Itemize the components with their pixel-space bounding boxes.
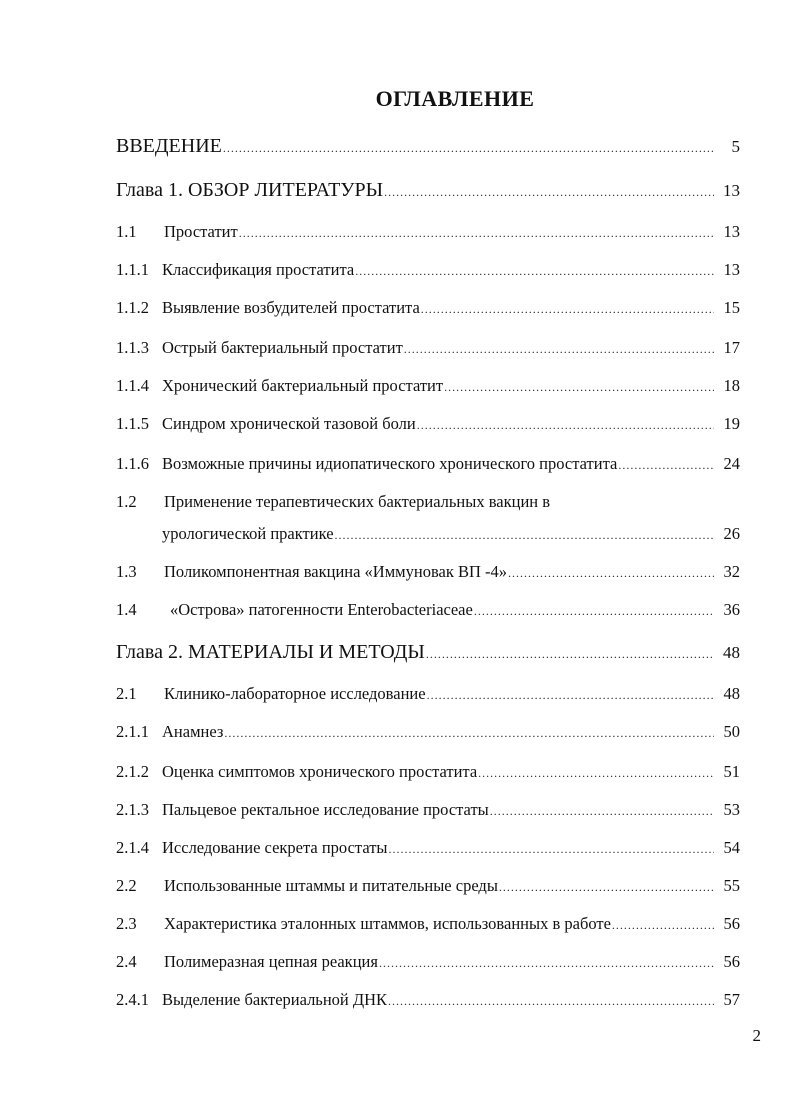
toc-entry-number: 2.2: [116, 876, 137, 895]
toc-entry-page: 26: [723, 524, 740, 543]
toc-entry-text: Исследование секрета простаты: [162, 838, 388, 857]
toc-entry-1-1-6[interactable]: [116, 454, 740, 475]
toc-entry-text: Классификация простатита: [162, 260, 355, 279]
toc-entry-text: Выделение бактериальной ДНК: [162, 990, 388, 1009]
toc-entry-2-1-3[interactable]: [116, 800, 740, 821]
toc-entry-number: 1.1: [116, 222, 137, 241]
toc-entry-page: 13: [723, 181, 740, 200]
toc-entry-page: 13: [723, 260, 740, 279]
toc-entry-text: Полимеразная цепная реакция: [164, 952, 378, 971]
toc-entry-page: 32: [723, 562, 740, 581]
toc-entry-text: Синдром хронической тазовой боли: [162, 414, 416, 433]
toc-entry-page: 54: [723, 838, 740, 857]
toc-entry-page: 56: [723, 914, 740, 933]
toc-entry-text: Применение терапевтических бактериальных вакцин в: [164, 492, 551, 511]
toc-entry-page: 36: [723, 600, 740, 619]
toc-entry-1-3[interactable]: [116, 562, 740, 583]
toc-entry-1-4[interactable]: [116, 600, 740, 621]
toc-entry-page: 48: [723, 643, 740, 662]
toc-entry-text: Анамнез: [162, 722, 224, 741]
toc-entry-1-1-1[interactable]: [116, 260, 740, 281]
toc-entry-number: 2.4: [116, 952, 137, 971]
toc-entry-number: 2.4.1: [116, 990, 149, 1009]
toc-entry-number: 2.3: [116, 914, 137, 933]
toc-entry-page: 50: [723, 722, 740, 741]
toc-entry-page: 15: [723, 298, 740, 317]
toc-entry-text: Клинико-лабораторное исследование: [164, 684, 426, 703]
toc-entry-text: Пальцевое ректальное исследование простаты: [162, 800, 489, 819]
toc-entry-1-1-4[interactable]: [116, 376, 740, 397]
toc-entry-page: 13: [723, 222, 740, 241]
toc-entry-2-4[interactable]: [116, 952, 740, 973]
toc-entry-number: 1.1.1: [116, 260, 149, 279]
toc-entry-text: Оценка симптомов хронического простатита: [162, 762, 478, 781]
toc-entry-2-2[interactable]: [116, 876, 740, 897]
toc-entry-2-3[interactable]: [116, 914, 740, 935]
toc-entry-1-1[interactable]: [116, 222, 740, 243]
toc-entry-page: 18: [723, 376, 740, 395]
toc-entry-1-1-5[interactable]: [116, 414, 740, 435]
toc-entry-page: 24: [723, 454, 740, 473]
toc-entry-text: Простатит: [164, 222, 238, 241]
toc-entry-number: 1.4: [116, 600, 137, 619]
page-number: 2: [752, 1026, 761, 1045]
toc-entry-number: 2.1.3: [116, 800, 149, 819]
toc-entry-number: 1.1.6: [116, 454, 149, 473]
toc-entry-number: 1.3: [116, 562, 137, 581]
page-title: ОГЛАВЛЕНИЕ: [375, 86, 535, 111]
toc-entry-intro[interactable]: [116, 136, 740, 158]
toc-entry-text: Использованные штаммы и питательные среды: [164, 876, 498, 895]
toc-entry-text: Глава 1. ОБЗОР ЛИТЕРАТУРЫ: [116, 179, 384, 201]
toc-entry-page: 55: [723, 876, 740, 895]
toc-entry-2-1[interactable]: [116, 684, 740, 705]
toc-entry-1-2[interactable]: [116, 492, 740, 512]
toc-entry-number: 2.1.1: [116, 722, 149, 741]
toc-entry-1-1-2[interactable]: [116, 298, 740, 319]
toc-entry-text: Поликомпонентная вакцина «Иммуновак ВП -4»: [164, 562, 508, 581]
toc-entry-page: 5: [731, 137, 740, 156]
toc-entry-text: Возможные причины идиопатического хронического простатита: [162, 454, 618, 473]
toc-entry-2-1-2[interactable]: [116, 762, 740, 783]
toc-entry-chapter-1[interactable]: [116, 180, 740, 202]
toc-entry-number: 2.1: [116, 684, 137, 703]
toc-entry-text: Глава 2. МАТЕРИАЛЫ И МЕТОДЫ: [116, 641, 425, 663]
toc-entry-page: 57: [723, 990, 740, 1009]
toc-entry-2-1-1[interactable]: [116, 722, 740, 743]
toc-entry-number: 1.2: [116, 492, 137, 511]
toc-entry-2-4-1[interactable]: [116, 990, 740, 1011]
toc-entry-text: «Острова» патогенности Enterobacteriaceae: [170, 600, 473, 619]
toc-entry-1-2-continued[interactable]: [162, 524, 740, 545]
toc-entry-2-1-4[interactable]: [116, 838, 740, 859]
toc-entry-number: 1.1.2: [116, 298, 149, 317]
toc-entry-page: 56: [723, 952, 740, 971]
toc-entry-page: 17: [723, 338, 740, 357]
toc-entry-number: 2.1.4: [116, 838, 149, 857]
toc-entry-text: Характеристика эталонных штаммов, использованных в работе: [164, 914, 611, 933]
toc-entry-page: 48: [723, 684, 740, 703]
toc-entry-number: 2.1.2: [116, 762, 149, 781]
toc-entry-text: ВВЕДЕНИЕ: [116, 135, 222, 157]
toc-entry-page: 19: [723, 414, 740, 433]
toc-entry-text: Хронический бактериальный простатит: [162, 376, 444, 395]
toc-entry-text: Острый бактериальный простатит: [162, 338, 403, 357]
toc-entry-1-1-3[interactable]: [116, 338, 740, 359]
toc-entry-page: 51: [723, 762, 740, 781]
toc-entry-text-line2: урологической практике: [162, 524, 334, 543]
toc-entry-text: Выявление возбудителей простатита: [162, 298, 420, 317]
toc-entry-number: 1.1.5: [116, 414, 149, 433]
toc-entry-chapter-2[interactable]: [116, 642, 740, 664]
toc-entry-number: 1.1.4: [116, 376, 149, 395]
toc-entry-number: 1.1.3: [116, 338, 149, 357]
toc-entry-page: 53: [723, 800, 740, 819]
